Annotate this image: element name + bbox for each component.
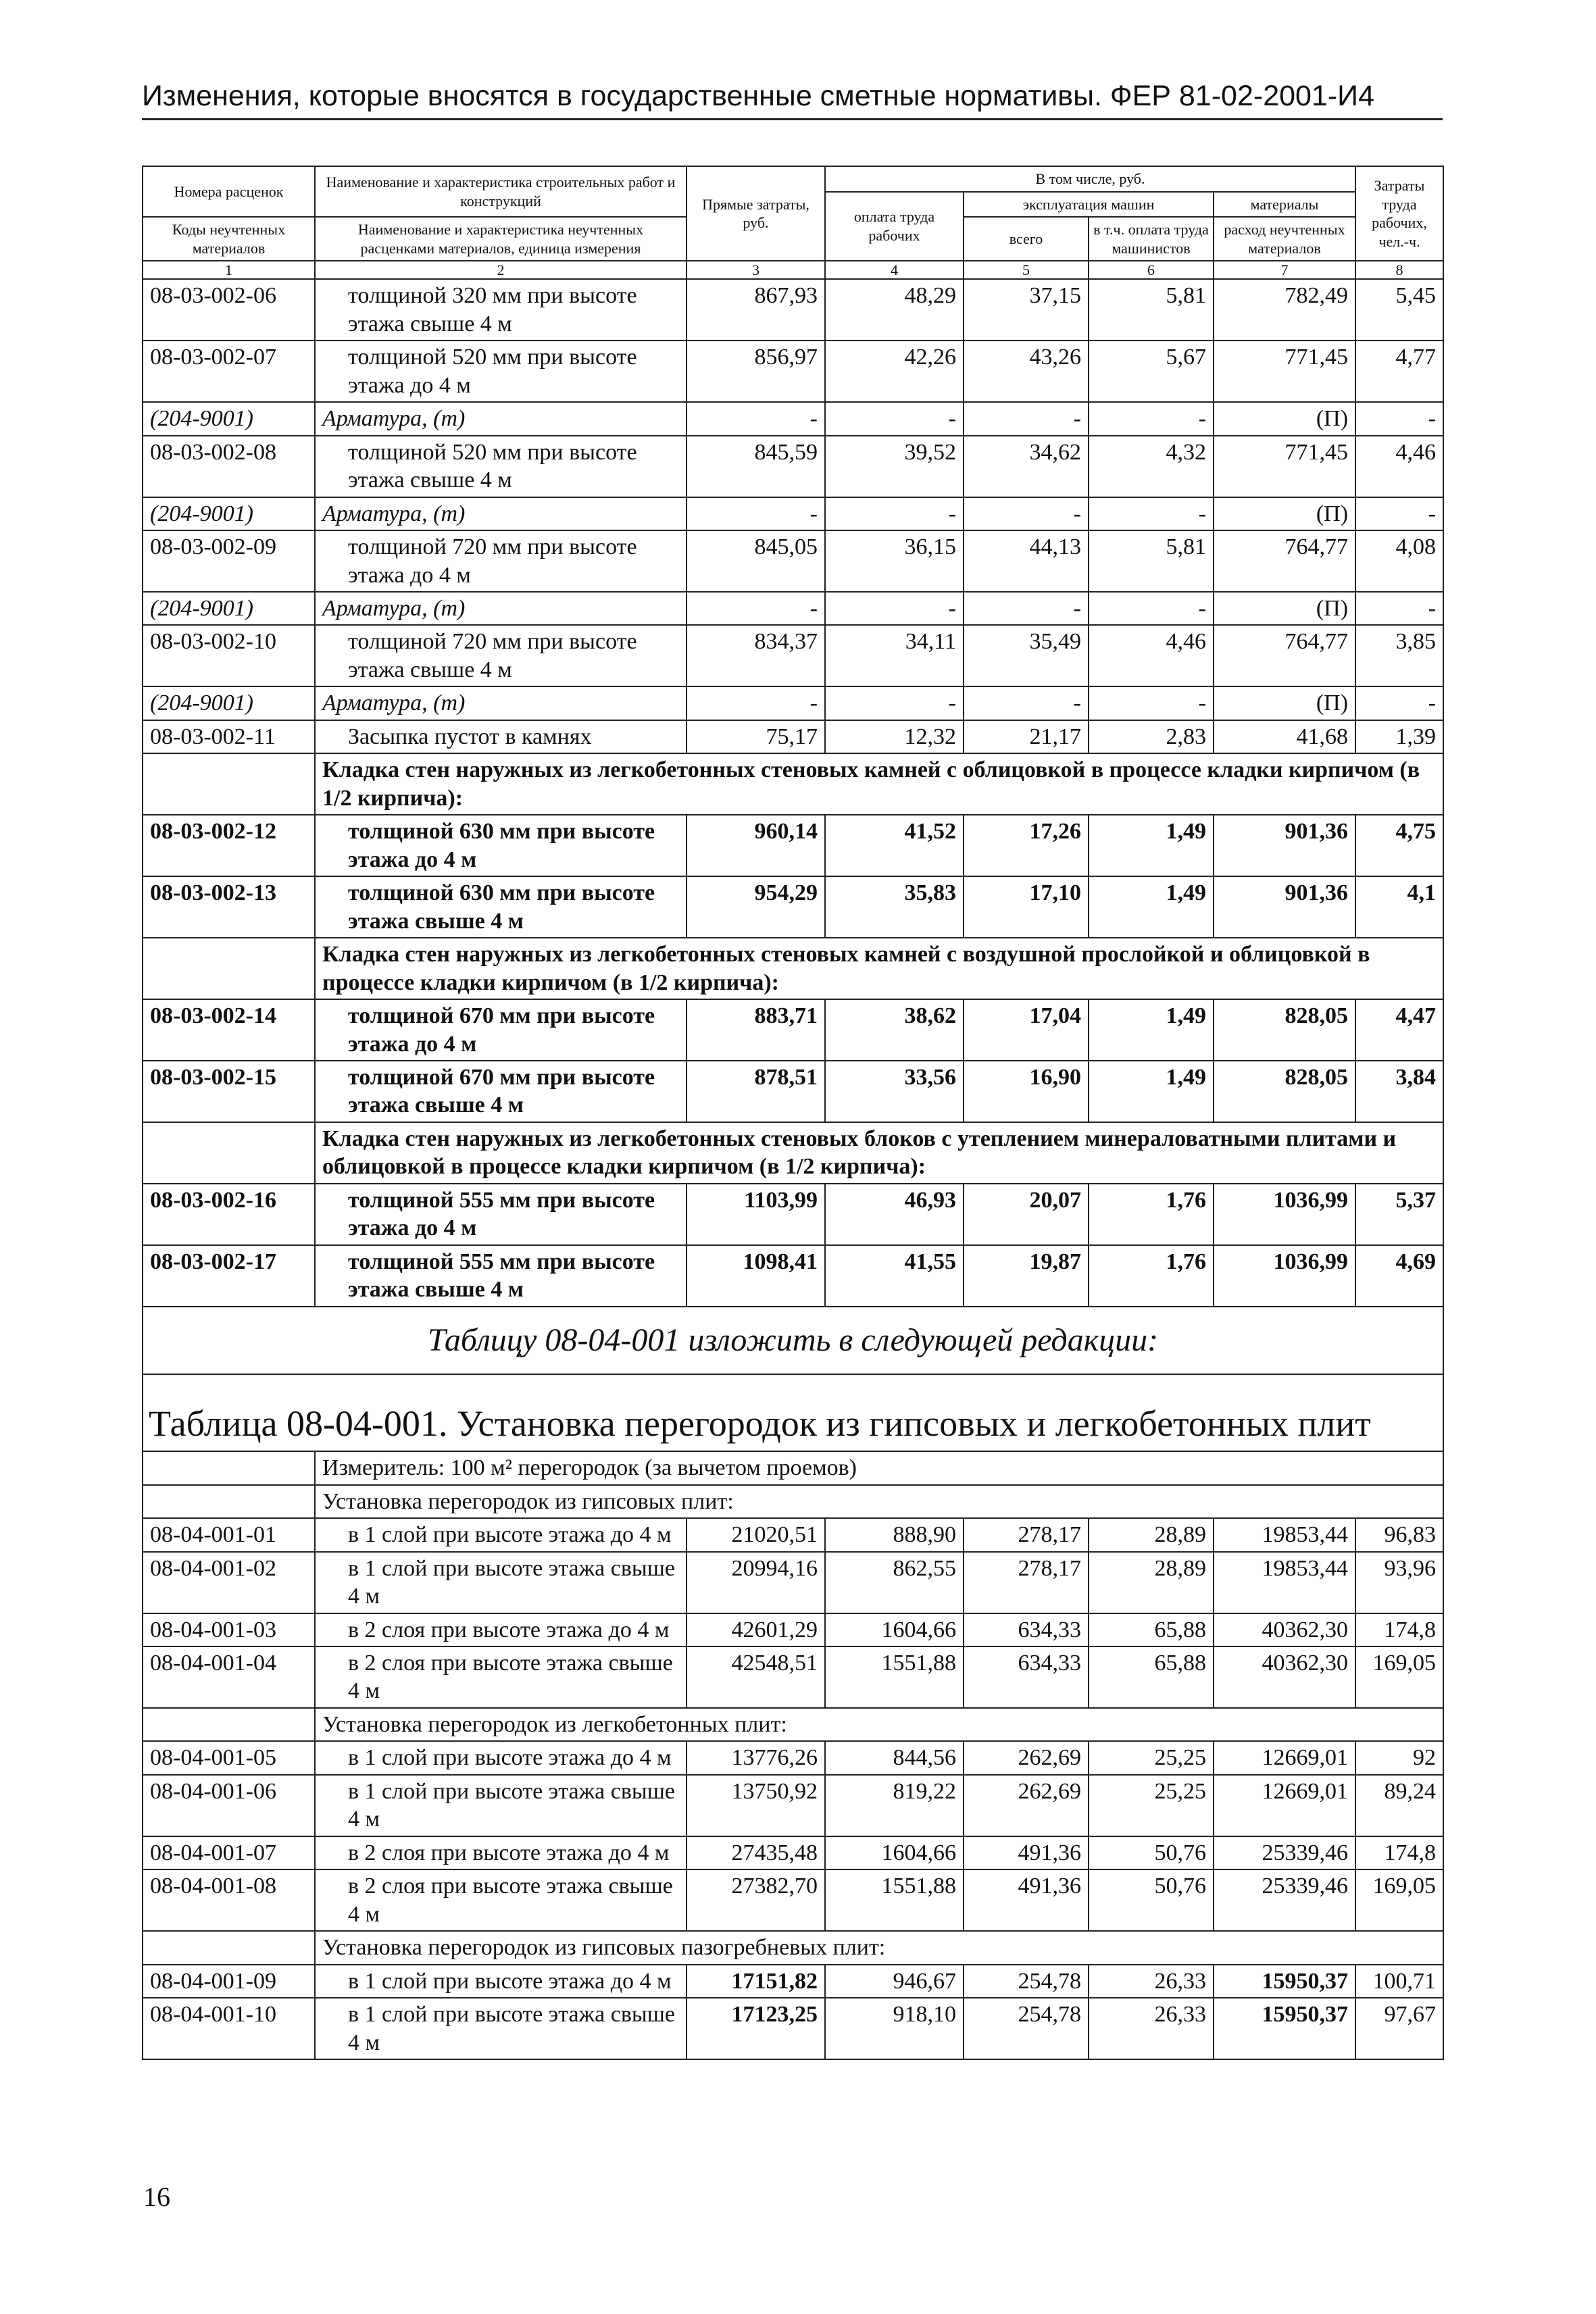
table-row: [143, 1741, 1443, 1774]
rate-code: 08-04-001-04: [143, 1646, 315, 1708]
empty-cell: [143, 938, 315, 999]
labor-hours-value: 174,8: [1355, 1836, 1443, 1869]
rate-name: в 2 слоя при высоте этажа до 4 м: [315, 1613, 687, 1646]
machines-total-value: 44,13: [964, 530, 1089, 592]
material-consumption-value: 15950,37: [1214, 1998, 1355, 2059]
worker-pay-value: 1604,66: [825, 1836, 964, 1869]
worker-pay-value: 36,15: [825, 530, 964, 592]
operator-pay-value: 1,49: [1089, 999, 1214, 1061]
rate-code: 08-03-002-10: [143, 625, 315, 686]
direct-costs-value: 856,97: [687, 341, 825, 402]
rate-code: 08-04-001-02: [143, 1552, 315, 1613]
operator-pay-value: 50,76: [1089, 1869, 1214, 1931]
labor-hours-value: 169,05: [1355, 1646, 1443, 1708]
rate-code: 08-03-002-15: [143, 1061, 315, 1122]
rate-code: 08-04-001-01: [143, 1518, 315, 1551]
rate-name: в 1 слой при высоте этажа свыше 4 м: [315, 1998, 687, 2059]
table-row: [143, 1061, 1443, 1122]
empty-cell: [143, 1931, 315, 1964]
material-consumption-value: 12669,01: [1214, 1741, 1355, 1774]
rate-name: толщиной 555 мм при высоте этажа свыше 4 м: [315, 1245, 687, 1307]
table-row: [143, 1451, 1443, 1484]
rate-name: толщиной 630 мм при высоте этажа до 4 м: [315, 815, 687, 876]
rate-code: 08-03-002-14: [143, 999, 315, 1061]
operator-pay-value: -: [1089, 402, 1214, 435]
material-consumption-value: 764,77: [1214, 530, 1355, 592]
table-row: [143, 1518, 1443, 1551]
table-row: [143, 402, 1443, 435]
worker-pay-value: -: [825, 497, 964, 530]
subsection-heading: Установка перегородок из гипсовых плит:: [315, 1485, 1443, 1518]
direct-costs-value: 42601,29: [687, 1613, 825, 1646]
worker-pay-value: 42,26: [825, 341, 964, 402]
direct-costs-value: 883,71: [687, 999, 825, 1061]
machines-total-value: 278,17: [964, 1552, 1089, 1613]
machines-total-value: 17,04: [964, 999, 1089, 1061]
rate-code: 08-03-002-07: [143, 341, 315, 402]
col-head-materials: материалы: [1214, 192, 1355, 218]
labor-hours-value: -: [1355, 592, 1443, 625]
machines-total-value: -: [964, 686, 1089, 720]
direct-costs-value: 954,29: [687, 876, 825, 938]
material-consumption-value: 771,45: [1214, 341, 1355, 402]
table-row: [143, 1931, 1443, 1964]
labor-hours-value: 100,71: [1355, 1965, 1443, 1998]
machines-total-value: 17,26: [964, 815, 1089, 876]
rate-code: 08-04-001-08: [143, 1869, 315, 1931]
rate-code: (204-9001): [143, 686, 315, 720]
labor-hours-value: 4,46: [1355, 436, 1443, 497]
empty-cell: [143, 1122, 315, 1184]
machines-total-value: -: [964, 592, 1089, 625]
table-row: [143, 1245, 1443, 1307]
empty-cell: [143, 1708, 315, 1741]
rate-name: толщиной 320 мм при высоте этажа свыше 4 м: [315, 279, 687, 341]
machines-total-value: 634,33: [964, 1646, 1089, 1708]
material-consumption-value: 25339,46: [1214, 1869, 1355, 1931]
worker-pay-value: 41,55: [825, 1245, 964, 1307]
labor-hours-value: 92: [1355, 1741, 1443, 1774]
rate-name: Арматура, (т): [315, 402, 687, 435]
direct-costs-value: 1098,41: [687, 1245, 825, 1307]
table-row: [143, 1965, 1443, 1998]
labor-hours-value: 3,84: [1355, 1061, 1443, 1122]
machines-total-value: 34,62: [964, 436, 1089, 497]
labor-hours-value: 4,47: [1355, 999, 1443, 1061]
direct-costs-value: 878,51: [687, 1061, 825, 1122]
machines-total-value: 37,15: [964, 279, 1089, 341]
material-consumption-value: 40362,30: [1214, 1646, 1355, 1708]
col-number: 2: [315, 261, 687, 279]
rate-name: толщиной 720 мм при высоте этажа до 4 м: [315, 530, 687, 592]
worker-pay-value: 918,10: [825, 1998, 964, 2059]
worker-pay-value: -: [825, 402, 964, 435]
direct-costs-value: 20994,16: [687, 1552, 825, 1613]
direct-costs-value: 867,93: [687, 279, 825, 341]
operator-pay-value: 65,88: [1089, 1646, 1214, 1708]
worker-pay-value: 862,55: [825, 1552, 964, 1613]
rate-code: 08-03-002-17: [143, 1245, 315, 1307]
operator-pay-value: -: [1089, 686, 1214, 720]
rate-name: толщиной 520 мм при высоте этажа до 4 м: [315, 341, 687, 402]
table-row: [143, 497, 1443, 530]
direct-costs-value: 42548,51: [687, 1646, 825, 1708]
labor-hours-value: 4,08: [1355, 530, 1443, 592]
material-consumption-value: (П): [1214, 497, 1355, 530]
rate-name: в 1 слой при высоте этажа свыше 4 м: [315, 1775, 687, 1836]
rate-name: в 2 слоя при высоте этажа до 4 м: [315, 1836, 687, 1869]
labor-hours-value: 4,69: [1355, 1245, 1443, 1307]
rate-name: Арматура, (т): [315, 686, 687, 720]
section-heading: Кладка стен наружных из легкобетонных стеновых камней с воздушной прослойкой и облицовкой в процессе кладки кирпичом (в 1/2 кирпича):: [315, 938, 1443, 999]
material-consumption-value: 40362,30: [1214, 1613, 1355, 1646]
table-row: [143, 279, 1443, 341]
table-title: Таблица 08-04-001. Установка перегородок из гипсовых и легкобетонных плит: [143, 1374, 1443, 1451]
machines-total-value: 254,78: [964, 1998, 1089, 2059]
rate-name: Арматура, (т): [315, 497, 687, 530]
operator-pay-value: 25,25: [1089, 1741, 1214, 1774]
labor-hours-value: -: [1355, 497, 1443, 530]
worker-pay-value: 48,29: [825, 279, 964, 341]
col-number: 3: [687, 261, 825, 279]
operator-pay-value: 4,32: [1089, 436, 1214, 497]
machines-total-value: 254,78: [964, 1965, 1089, 1998]
labor-hours-value: 97,67: [1355, 1998, 1443, 2059]
worker-pay-value: 41,52: [825, 815, 964, 876]
labor-hours-value: -: [1355, 402, 1443, 435]
measure-unit: Измеритель: 100 м² перегородок (за вычетом проемов): [315, 1451, 1443, 1484]
operator-pay-value: 28,89: [1089, 1552, 1214, 1613]
direct-costs-value: 13776,26: [687, 1741, 825, 1774]
col-head-machines: эксплуатация машин: [964, 192, 1214, 218]
table-row: [143, 876, 1443, 938]
rate-code: 08-03-002-08: [143, 436, 315, 497]
table-row: [143, 1708, 1443, 1741]
material-consumption-value: (П): [1214, 686, 1355, 720]
table-row: [143, 686, 1443, 720]
section-heading: Кладка стен наружных из легкобетонных стеновых блоков с утеплением минераловатными плитами и облицовкой в процессе кладки кирпичом (в 1/2 кирпича):: [315, 1122, 1443, 1184]
col-head-labor-hours: Затраты труда рабочих, чел.-ч.: [1355, 166, 1443, 261]
material-consumption-value: 828,05: [1214, 999, 1355, 1061]
rate-code: 08-03-002-12: [143, 815, 315, 876]
table-row: [143, 625, 1443, 686]
col-number: 1: [143, 261, 315, 279]
operator-pay-value: 2,83: [1089, 720, 1214, 753]
operator-pay-value: 1,49: [1089, 815, 1214, 876]
rate-code: 08-04-001-05: [143, 1741, 315, 1774]
operator-pay-value: 1,76: [1089, 1184, 1214, 1245]
worker-pay-value: -: [825, 686, 964, 720]
table-row: [143, 1485, 1443, 1518]
col-head-operator-pay: в т.ч. оплата труда машинистов: [1089, 217, 1214, 261]
worker-pay-value: 819,22: [825, 1775, 964, 1836]
rate-code: 08-03-002-06: [143, 279, 315, 341]
machines-total-value: 20,07: [964, 1184, 1089, 1245]
rate-name: Засыпка пустот в камнях: [315, 720, 687, 753]
operator-pay-value: 1,76: [1089, 1245, 1214, 1307]
worker-pay-value: 35,83: [825, 876, 964, 938]
col-number: 5: [964, 261, 1089, 279]
direct-costs-value: 17123,25: [687, 1998, 825, 2059]
worker-pay-value: 39,52: [825, 436, 964, 497]
operator-pay-value: 65,88: [1089, 1613, 1214, 1646]
rate-name: Арматура, (т): [315, 592, 687, 625]
material-consumption-value: 828,05: [1214, 1061, 1355, 1122]
operator-pay-value: 5,81: [1089, 279, 1214, 341]
material-consumption-value: 901,36: [1214, 876, 1355, 938]
direct-costs-value: 17151,82: [687, 1965, 825, 1998]
machines-total-value: 43,26: [964, 341, 1089, 402]
table-row: [143, 436, 1443, 497]
labor-hours-value: -: [1355, 686, 1443, 720]
machines-total-value: 17,10: [964, 876, 1089, 938]
operator-pay-value: 25,25: [1089, 1775, 1214, 1836]
col-head-material-name: Наименование и характеристика неучтенных расценками материалов, единица измерения: [315, 217, 687, 261]
worker-pay-value: 12,32: [825, 720, 964, 753]
labor-hours-value: 174,8: [1355, 1613, 1443, 1646]
table-row: [143, 753, 1443, 815]
col-head-work-name: Наименование и характеристика строительных работ и конструкций: [315, 166, 687, 217]
worker-pay-value: 888,90: [825, 1518, 964, 1551]
direct-costs-value: 1103,99: [687, 1184, 825, 1245]
direct-costs-value: 21020,51: [687, 1518, 825, 1551]
machines-total-value: 262,69: [964, 1741, 1089, 1774]
worker-pay-value: 946,67: [825, 1965, 964, 1998]
rate-name: в 2 слоя при высоте этажа свыше 4 м: [315, 1646, 687, 1708]
page-header: Изменения, которые вносятся в государственные сметные нормативы. ФЕР 81-02-2001-И4: [142, 80, 1443, 120]
rate-code: 08-04-001-07: [143, 1836, 315, 1869]
machines-total-value: 35,49: [964, 625, 1089, 686]
labor-hours-value: 89,24: [1355, 1775, 1443, 1836]
rate-code: 08-03-002-09: [143, 530, 315, 592]
worker-pay-value: 46,93: [825, 1184, 964, 1245]
rate-name: в 2 слоя при высоте этажа свыше 4 м: [315, 1869, 687, 1931]
table-row: [143, 999, 1443, 1061]
col-head-worker-pay: оплата труда рабочих: [825, 192, 964, 261]
direct-costs-value: 27382,70: [687, 1869, 825, 1931]
material-consumption-value: 15950,37: [1214, 1965, 1355, 1998]
material-consumption-value: 764,77: [1214, 625, 1355, 686]
rate-name: в 1 слой при высоте этажа до 4 м: [315, 1518, 687, 1551]
operator-pay-value: 28,89: [1089, 1518, 1214, 1551]
col-head-machines-total: всего: [964, 217, 1089, 261]
operator-pay-value: 26,33: [1089, 1965, 1214, 1998]
empty-cell: [143, 1451, 315, 1484]
labor-hours-value: 4,75: [1355, 815, 1443, 876]
machines-total-value: 278,17: [964, 1518, 1089, 1551]
col-number: 7: [1214, 261, 1355, 279]
labor-hours-value: 3,85: [1355, 625, 1443, 686]
material-consumption-value: 1036,99: [1214, 1184, 1355, 1245]
rate-code: 08-03-002-13: [143, 876, 315, 938]
worker-pay-value: 34,11: [825, 625, 964, 686]
direct-costs-value: 845,59: [687, 436, 825, 497]
machines-total-value: -: [964, 497, 1089, 530]
rate-name: в 1 слой при высоте этажа свыше 4 м: [315, 1552, 687, 1613]
machines-total-value: 634,33: [964, 1613, 1089, 1646]
subsection-heading: Установка перегородок из гипсовых пазогребневых плит:: [315, 1931, 1443, 1964]
table-row: [143, 1646, 1443, 1708]
direct-costs-value: 834,37: [687, 625, 825, 686]
direct-costs-value: 845,05: [687, 530, 825, 592]
labor-hours-value: 1,39: [1355, 720, 1443, 753]
worker-pay-value: 33,56: [825, 1061, 964, 1122]
section-heading: Кладка стен наружных из легкобетонных стеновых камней с облицовкой в процессе кладки кирпичом (в 1/2 кирпича):: [315, 753, 1443, 815]
direct-costs-value: -: [687, 402, 825, 435]
table-row: [143, 1869, 1443, 1931]
material-consumption-value: 901,36: [1214, 815, 1355, 876]
rate-code: 08-03-002-11: [143, 720, 315, 753]
table-row: [143, 1122, 1443, 1184]
material-consumption-value: 19853,44: [1214, 1552, 1355, 1613]
direct-costs-value: 960,14: [687, 815, 825, 876]
rate-code: (204-9001): [143, 402, 315, 435]
table-row: [143, 815, 1443, 876]
labor-hours-value: 4,1: [1355, 876, 1443, 938]
empty-cell: [143, 753, 315, 815]
table-row: [143, 1775, 1443, 1836]
material-consumption-value: 25339,46: [1214, 1836, 1355, 1869]
col-head-material-codes: Коды неучтенных материалов: [143, 217, 315, 261]
table-row: [143, 1552, 1443, 1613]
col-number: 8: [1355, 261, 1443, 279]
col-head-rate-number: Номера расценок: [143, 166, 315, 217]
operator-pay-value: -: [1089, 497, 1214, 530]
rate-code: 08-04-001-09: [143, 1965, 315, 1998]
material-consumption-value: 1036,99: [1214, 1245, 1355, 1307]
rate-code: (204-9001): [143, 592, 315, 625]
table-row: [143, 1836, 1443, 1869]
direct-costs-value: -: [687, 497, 825, 530]
worker-pay-value: 844,56: [825, 1741, 964, 1774]
direct-costs-value: 13750,92: [687, 1775, 825, 1836]
column-number-row: [143, 261, 1443, 279]
material-consumption-value: 12669,01: [1214, 1775, 1355, 1836]
page-number: 16: [143, 2182, 170, 2212]
table-row: [143, 938, 1443, 999]
empty-cell: [143, 1485, 315, 1518]
worker-pay-value: -: [825, 592, 964, 625]
table-row: [143, 592, 1443, 625]
labor-hours-value: 93,96: [1355, 1552, 1443, 1613]
material-consumption-value: 19853,44: [1214, 1518, 1355, 1551]
machines-total-value: 491,36: [964, 1836, 1089, 1869]
machines-total-value: 262,69: [964, 1775, 1089, 1836]
machines-total-value: -: [964, 402, 1089, 435]
labor-hours-value: 5,45: [1355, 279, 1443, 341]
labor-hours-value: 96,83: [1355, 1518, 1443, 1551]
col-head-group: В том числе, руб.: [825, 166, 1355, 192]
material-consumption-value: (П): [1214, 592, 1355, 625]
worker-pay-value: 1551,88: [825, 1646, 964, 1708]
rate-code: (204-9001): [143, 497, 315, 530]
worker-pay-value: 1551,88: [825, 1869, 964, 1931]
col-number: 6: [1089, 261, 1214, 279]
material-consumption-value: 771,45: [1214, 436, 1355, 497]
rate-name: толщиной 670 мм при высоте этажа свыше 4 м: [315, 1061, 687, 1122]
operator-pay-value: 5,81: [1089, 530, 1214, 592]
machines-total-value: 19,87: [964, 1245, 1089, 1307]
machines-total-value: 16,90: [964, 1061, 1089, 1122]
rate-name: толщиной 720 мм при высоте этажа свыше 4 м: [315, 625, 687, 686]
col-number: 4: [825, 261, 964, 279]
material-consumption-value: (П): [1214, 402, 1355, 435]
table-row: [143, 341, 1443, 402]
subsection-heading: Установка перегородок из легкобетонных плит:: [315, 1708, 1443, 1741]
material-consumption-value: 41,68: [1214, 720, 1355, 753]
table-row: [143, 1613, 1443, 1646]
rate-name: в 1 слой при высоте этажа до 4 м: [315, 1741, 687, 1774]
operator-pay-value: 50,76: [1089, 1836, 1214, 1869]
operator-pay-value: -: [1089, 592, 1214, 625]
labor-hours-value: 4,77: [1355, 341, 1443, 402]
col-head-direct-costs: Прямые затраты, руб.: [687, 166, 825, 261]
material-consumption-value: 782,49: [1214, 279, 1355, 341]
operator-pay-value: 26,33: [1089, 1998, 1214, 2059]
table-row: [143, 530, 1443, 592]
edit-note: Таблицу 08-04-001 изложить в следующей редакции:: [143, 1307, 1443, 1375]
rates-table: [142, 166, 1444, 2060]
rate-name: толщиной 520 мм при высоте этажа свыше 4 м: [315, 436, 687, 497]
direct-costs-value: 75,17: [687, 720, 825, 753]
col-head-material-consumption: расход неучтенных материалов: [1214, 217, 1355, 261]
worker-pay-value: 38,62: [825, 999, 964, 1061]
rate-code: 08-04-001-03: [143, 1613, 315, 1646]
labor-hours-value: 5,37: [1355, 1184, 1443, 1245]
rate-name: толщиной 670 мм при высоте этажа до 4 м: [315, 999, 687, 1061]
operator-pay-value: 5,67: [1089, 341, 1214, 402]
labor-hours-value: 169,05: [1355, 1869, 1443, 1931]
operator-pay-value: 1,49: [1089, 1061, 1214, 1122]
table-row: [143, 1998, 1443, 2059]
rate-code: 08-04-001-10: [143, 1998, 315, 2059]
table-row: [143, 1307, 1443, 1375]
table-row: [143, 720, 1443, 753]
direct-costs-value: -: [687, 592, 825, 625]
operator-pay-value: 4,46: [1089, 625, 1214, 686]
table-row: [143, 1184, 1443, 1245]
operator-pay-value: 1,49: [1089, 876, 1214, 938]
rate-code: 08-03-002-16: [143, 1184, 315, 1245]
rate-name: толщиной 630 мм при высоте этажа свыше 4 м: [315, 876, 687, 938]
rate-name: в 1 слой при высоте этажа до 4 м: [315, 1965, 687, 1998]
worker-pay-value: 1604,66: [825, 1613, 964, 1646]
table-row: [143, 1374, 1443, 1451]
rate-code: 08-04-001-06: [143, 1775, 315, 1836]
direct-costs-value: -: [687, 686, 825, 720]
rate-name: толщиной 555 мм при высоте этажа до 4 м: [315, 1184, 687, 1245]
direct-costs-value: 27435,48: [687, 1836, 825, 1869]
machines-total-value: 491,36: [964, 1869, 1089, 1931]
machines-total-value: 21,17: [964, 720, 1089, 753]
